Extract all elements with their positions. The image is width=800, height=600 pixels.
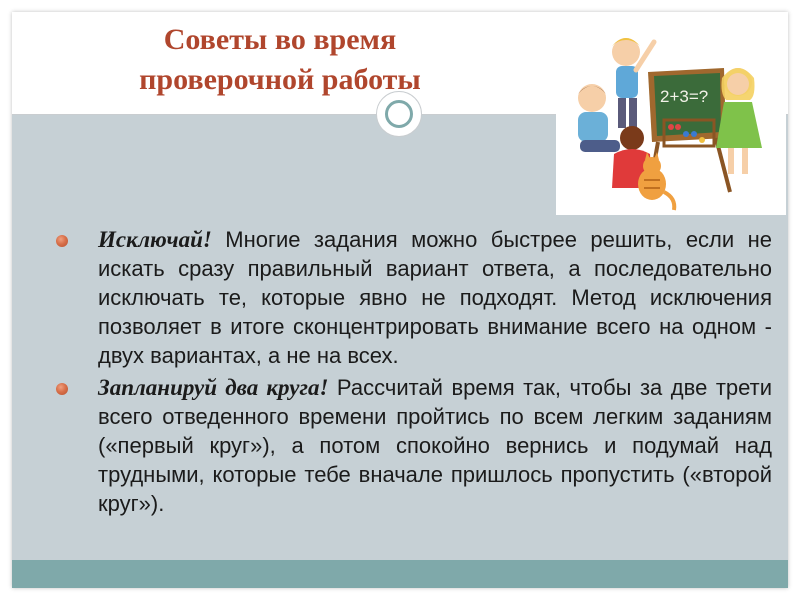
bullet-lead: Запланируй два круга! xyxy=(98,375,329,400)
bottom-bar xyxy=(12,560,788,588)
illustration-svg xyxy=(556,20,786,215)
bullet-item-exclude xyxy=(50,225,772,370)
slide-title xyxy=(80,20,480,100)
bullet-icon xyxy=(56,383,68,395)
bullet-icon xyxy=(56,235,68,247)
bullet-item-two-rounds xyxy=(50,373,772,518)
board-text: 2+3=? xyxy=(660,87,709,106)
boy-sitting xyxy=(578,84,620,152)
bullet-text: Многие задания можно быстрее решить, если не искать сразу правильный вариант ответа, а последовательно исключать те, которые явно не подходят. Метод исключения позволяет в итоге сконцентрировать внимание всего на одном - двух вариантах, а не на всех. xyxy=(98,227,772,368)
slide-content xyxy=(50,225,772,518)
divider-ring xyxy=(385,100,413,128)
boy-standing xyxy=(612,38,654,128)
title-line-1: Советы во время xyxy=(163,23,397,56)
bullet-text: Рассчитай время так, чтобы за две трети всего отведенного времени пройтись по всем легким заданиям («первый круг»), а потом спокойно вернись и подумай над трудными, которые тебе вначале пришлось пропустить («второй круг»). xyxy=(98,375,773,516)
title-line-2: проверочной работы xyxy=(139,63,421,96)
children-at-chalkboard-illustration xyxy=(556,20,786,215)
bullet-lead: Исключай! xyxy=(98,227,212,252)
